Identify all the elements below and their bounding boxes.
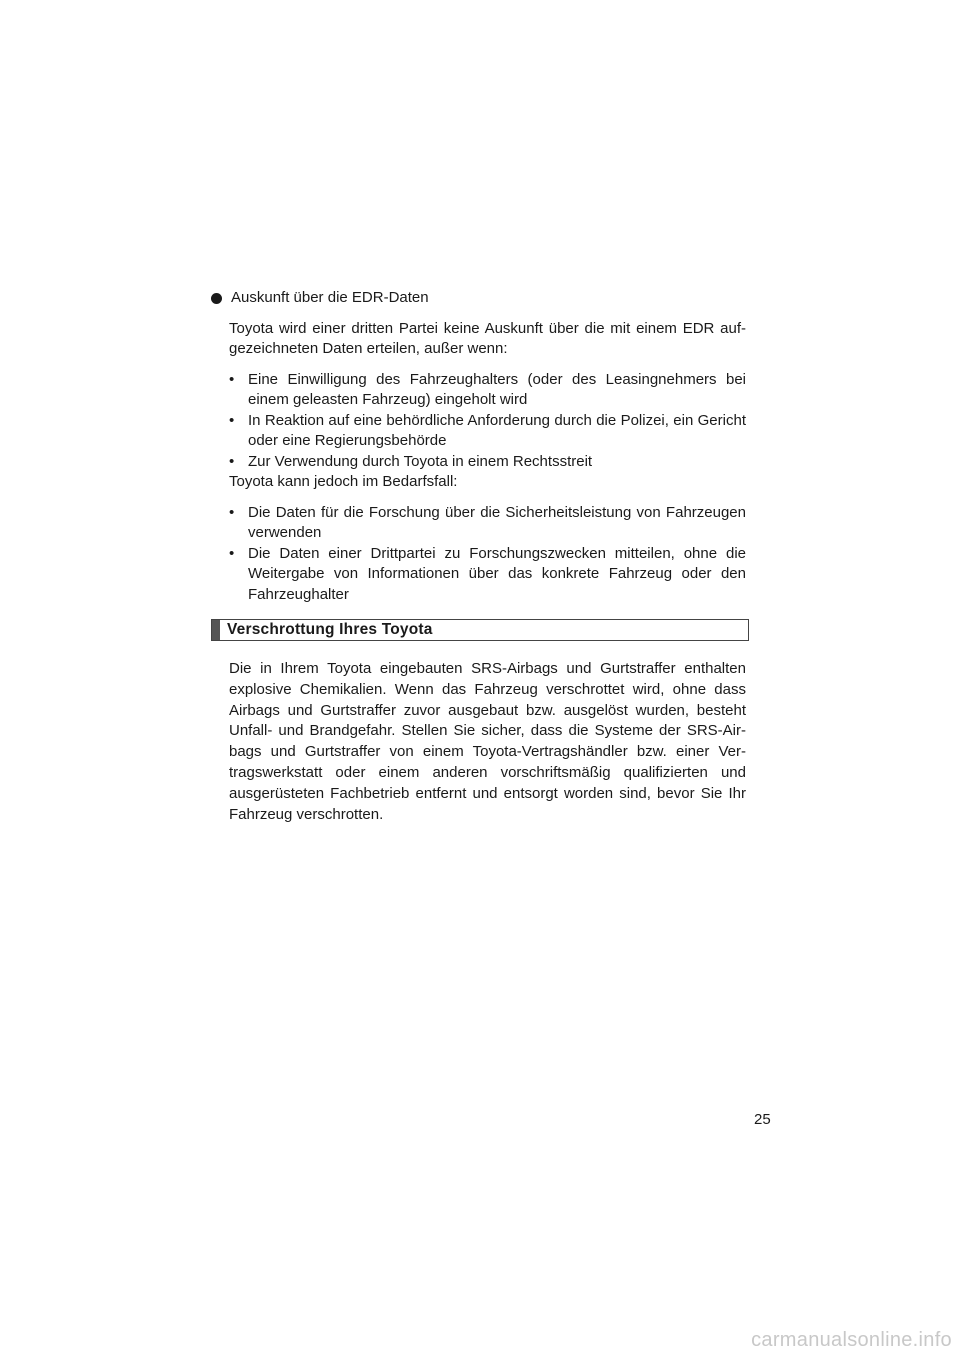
middle-paragraph: Toyota kann jedoch im Bedarfsfall: xyxy=(229,473,458,490)
list-item: • Eine Einwilligung des Fahrzeughalters (oder des Leasingnehmers bei einem geleasten Fahrzeug) eingeholt wird xyxy=(229,370,746,408)
page-number: 25 xyxy=(754,1111,771,1128)
list-item: • Zur Verwendung durch Toyota in einem Rechtsstreit xyxy=(229,452,746,473)
list-item: • Die Daten einer Drittpartei zu Forschungszwecken mitteilen, ohne die Weitergabe von Informationen über das konkrete Fahrzeug oder den Fahrzeughalter xyxy=(229,544,746,603)
bullet-icon: • xyxy=(229,544,235,562)
section-paragraph: Die in Ihrem Toyota eingebauten SRS-Airbags und Gurtstraffer enthalten explosive Chemikalien. Wenn das Fahrzeug verschrottet wird, ohne dass Airbags und Gurtstraffer zuvor ausgebaut bzw. ausgelöst wurden, besteht Unfall- und Brandgefahr. Stellen Sie sicher, dass die Systeme der SRS-Air-bags und Gurtstraffer von einem Toyota-Vertragshändler bzw. einer Ver-tragswerkstatt oder einem anderen vorschriftsmäßig qualifizierten und ausgerüsteten Fachbetrieb entfernt und entsorgt worden sind, bevor Sie Ihr Fahrzeug verschrotten. xyxy=(229,660,746,823)
edr-content xyxy=(229,288,746,605)
bullet-icon: • xyxy=(229,370,235,388)
bullet-icon: • xyxy=(229,452,235,470)
bullet-icon: • xyxy=(229,411,235,429)
section-title: Verschrottung Ihres Toyota xyxy=(227,621,433,638)
watermark: carmanualsonline.info xyxy=(751,1329,952,1351)
list-item: • In Reaktion auf eine behördliche Anforderung durch die Polizei, ein Gericht oder eine Regierungsbehörde xyxy=(229,411,746,449)
disclosure-conditions-list xyxy=(229,370,746,473)
subheading: Auskunft über die EDR-Daten xyxy=(231,289,429,306)
section-header xyxy=(211,619,749,641)
list-item: • Die Daten für die Forschung über die Sicherheitsleistung von Fahrzeugen verwenden xyxy=(229,503,746,541)
toyota-usage-list xyxy=(229,503,746,606)
section-marker xyxy=(212,620,220,640)
intro-paragraph: Toyota wird einer dritten Partei keine Auskunft über die mit einem EDR auf-gezeichneten Daten erteilen, außer wenn: xyxy=(229,319,746,357)
subheading-row xyxy=(211,288,746,309)
bullet-icon: • xyxy=(229,503,235,521)
filled-circle-icon xyxy=(211,293,222,304)
